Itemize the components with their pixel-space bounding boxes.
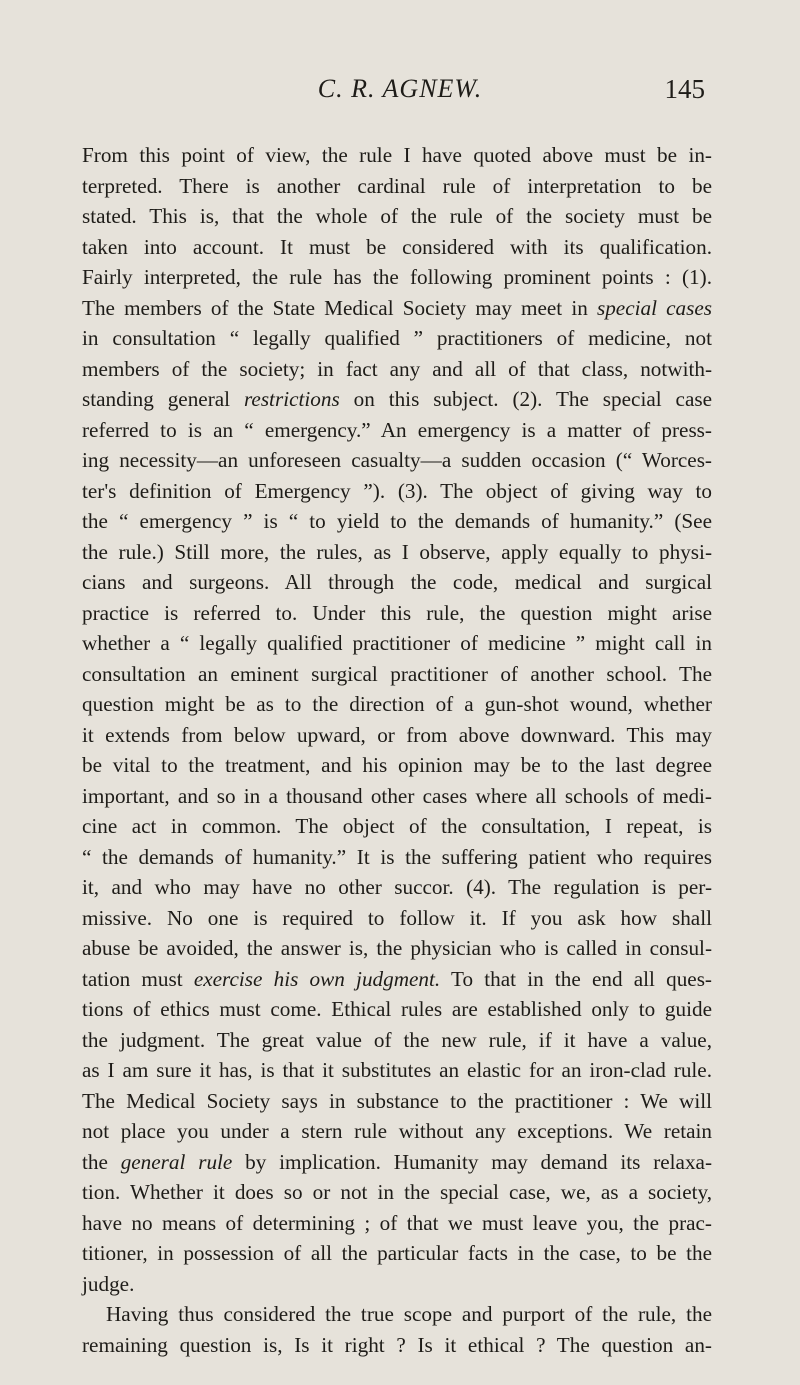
- text-line: the general rule by implication. Humanity may demand its relaxa-: [82, 1149, 712, 1174]
- text-line: tation must exercise his own judgment. To that in the end all ques-: [82, 966, 712, 991]
- text-line: question might be as to the direction of a gun-shot wound, whether: [82, 692, 712, 716]
- text-line: The Medical Society says in substance to the practitioner : We will: [82, 1088, 712, 1113]
- text-line: terpreted. There is another cardinal rule of interpretation to be: [82, 173, 712, 198]
- text-line: remaining question is, Is it right ? Is it ethical ? The question an-: [82, 1332, 712, 1357]
- running-header: [0, 74, 800, 114]
- text-line: members of the society; in fact any and all of that class, notwith-: [82, 356, 712, 381]
- text-line: not place you under a stern rule without any exceptions. We retain: [82, 1119, 712, 1143]
- text-line: in consultation “ legally qualified ” practitioners of medicine, not: [82, 326, 712, 350]
- text-line: stated. This is, that the whole of the rule of the society must be: [82, 204, 712, 228]
- italic-phrase: special cases: [596, 295, 712, 320]
- running-header-title: C. R. AGNEW.: [317, 74, 483, 103]
- italic-phrase: general rule: [120, 1149, 233, 1174]
- text-line: The members of the State Medical Society may meet in special cases: [82, 295, 712, 320]
- text-line: the rule.) Still more, the rules, as I observe, apply equally to physi-: [82, 539, 712, 564]
- text-line: From this point of view, the rule I have quoted above must be in-: [82, 143, 712, 167]
- text-line: cine act in common. The object of the consultation, I repeat, is: [82, 814, 712, 838]
- text-line: as I am sure it has, is that it substitutes an elastic for an iron-clad rule.: [82, 1058, 712, 1082]
- text-line: it extends from below upward, or from above downward. This may: [82, 722, 712, 747]
- text-line: tions of ethics must come. Ethical rules are established only to guide: [82, 997, 712, 1021]
- text-line: Having thus considered the true scope and purport of the rule, the: [106, 1302, 712, 1326]
- text-line: consultation an eminent surgical practitioner of another school. The: [82, 661, 712, 686]
- text-line: the judgment. The great value of the new rule, if it have a value,: [82, 1027, 712, 1052]
- text-line: Fairly interpreted, the rule has the following prominent points : (1).: [82, 265, 712, 289]
- italic-phrase: restrictions: [243, 387, 340, 411]
- text-line: important, and so in a thousand other cases where all schools of medi-: [82, 783, 712, 808]
- text-line: whether a “ legally qualified practitioner of medicine ” might call in: [82, 631, 712, 655]
- text-line: judge.: [82, 1271, 135, 1296]
- page-number: 145: [664, 74, 705, 104]
- text-line: it, and who may have no other succor. (4). The regulation is per-: [82, 875, 712, 899]
- text-line: “ the demands of humanity.” It is the suffering patient who requires: [82, 844, 712, 869]
- paragraph: [82, 140, 712, 1299]
- text-line: cians and surgeons. All through the code, medical and surgical: [82, 570, 712, 594]
- text-line: tion. Whether it does so or not in the special case, we, as a society,: [82, 1180, 712, 1204]
- body-text: [82, 140, 712, 1360]
- text-line: missive. No one is required to follow it. If you ask how shall: [82, 905, 712, 930]
- text-line: be vital to the treatment, and his opinion may be to the last degree: [82, 753, 712, 777]
- text-line: ter's definition of Emergency ”). (3). The object of giving way to: [82, 478, 712, 503]
- text-line: standing general restrictions on this subject. (2). The special case: [82, 387, 712, 411]
- italic-phrase: exercise his own judgment.: [193, 966, 441, 991]
- text-line: ing necessity—an unforeseen casualty—a sudden occasion (“ Worces-: [82, 448, 712, 472]
- text-line: have no means of determining ; of that we must leave you, the prac-: [82, 1210, 712, 1235]
- text-line: titioner, in possession of all the particular facts in the case, to be the: [82, 1241, 712, 1265]
- paragraph: [82, 1299, 712, 1360]
- text-line: the “ emergency ” is “ to yield to the demands of humanity.” (See: [82, 509, 712, 533]
- text-line: practice is referred to. Under this rule, the question might arise: [82, 600, 712, 625]
- text-line: abuse be avoided, the answer is, the physician who is called in consul-: [82, 936, 712, 960]
- text-line: taken into account. It must be considered with its qualification.: [82, 234, 712, 259]
- text-line: referred to is an “ emergency.” An emergency is a matter of press-: [82, 417, 712, 442]
